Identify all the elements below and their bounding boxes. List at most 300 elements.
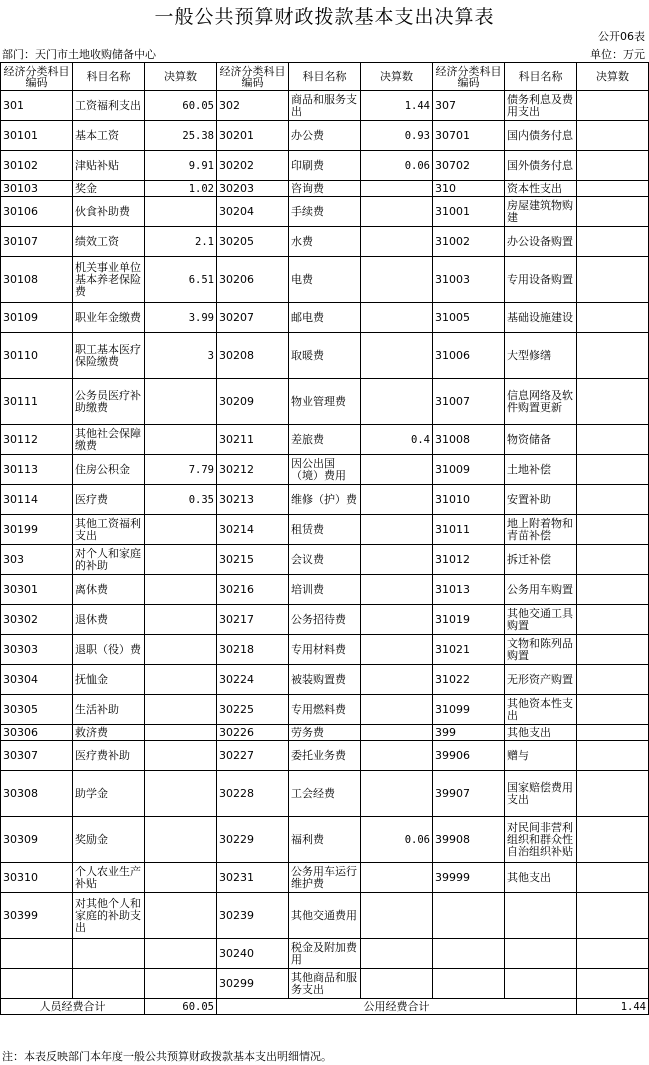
unit-label: 单位：万元 (590, 48, 645, 61)
name-cell: 其他社会保障缴费 (73, 425, 145, 455)
column-header: 科目名称 (73, 63, 145, 91)
amount-cell (145, 575, 217, 605)
name-cell: 公务用车购置 (505, 575, 577, 605)
public-total-label: 公用经费合计 (217, 999, 577, 1015)
code-cell: 30701 (433, 121, 505, 151)
amount-cell (577, 515, 649, 545)
name-cell: 债务利息及费用支出 (505, 91, 577, 121)
code-cell: 30702 (433, 151, 505, 181)
name-cell: 办公费 (289, 121, 361, 151)
amount-cell: 3 (145, 333, 217, 379)
code-cell: 30204 (217, 197, 289, 227)
amount-cell: 0.06 (361, 817, 433, 863)
name-cell: 专用材料费 (289, 635, 361, 665)
name-cell: 其他交通费用 (289, 893, 361, 939)
name-cell: 租赁费 (289, 515, 361, 545)
amount-cell (145, 771, 217, 817)
amount-cell (577, 605, 649, 635)
code-cell: 31010 (433, 485, 505, 515)
column-header: 决算数 (361, 63, 433, 91)
column-header: 科目名称 (289, 63, 361, 91)
code-cell: 30108 (1, 257, 73, 303)
name-cell: 商品和服务支出 (289, 91, 361, 121)
name-cell: 拆迁补偿 (505, 545, 577, 575)
amount-cell (361, 515, 433, 545)
table-row (1, 695, 649, 725)
code-cell: 30206 (217, 257, 289, 303)
table-body (1, 63, 649, 1015)
amount-cell: 0.06 (361, 151, 433, 181)
code-cell: 30205 (217, 227, 289, 257)
name-cell: 医疗费补助 (73, 741, 145, 771)
code-cell (1, 939, 73, 969)
name-cell: 文物和陈列品购置 (505, 635, 577, 665)
name-cell: 国外债务付息 (505, 151, 577, 181)
amount-cell (577, 665, 649, 695)
name-cell: 奖金 (73, 181, 145, 197)
code-cell: 39999 (433, 863, 505, 893)
amount-cell (145, 635, 217, 665)
expenditure-table (0, 62, 649, 1015)
amount-cell (361, 303, 433, 333)
code-cell: 30228 (217, 771, 289, 817)
name-cell: 救济费 (73, 725, 145, 741)
name-cell: 公务用车运行维护费 (289, 863, 361, 893)
amount-cell (577, 455, 649, 485)
amount-cell (577, 635, 649, 665)
code-cell: 31009 (433, 455, 505, 485)
name-cell: 国家赔偿费用支出 (505, 771, 577, 817)
table-row (1, 771, 649, 817)
amount-cell (145, 515, 217, 545)
code-cell: 31006 (433, 333, 505, 379)
amount-cell (577, 725, 649, 741)
amount-cell (361, 939, 433, 969)
code-cell: 301 (1, 91, 73, 121)
column-header: 决算数 (577, 63, 649, 91)
amount-cell (361, 545, 433, 575)
code-cell: 30299 (217, 969, 289, 999)
table-row (1, 545, 649, 575)
code-cell: 31007 (433, 379, 505, 425)
column-header: 科目名称 (505, 63, 577, 91)
code-cell: 31022 (433, 665, 505, 695)
code-cell: 39906 (433, 741, 505, 771)
code-cell: 30399 (1, 893, 73, 939)
amount-cell: 1.44 (361, 91, 433, 121)
name-cell: 邮电费 (289, 303, 361, 333)
code-cell: 31001 (433, 197, 505, 227)
table-row (1, 257, 649, 303)
name-cell: 个人农业生产补贴 (73, 863, 145, 893)
code-cell: 30227 (217, 741, 289, 771)
code-cell: 31012 (433, 545, 505, 575)
amount-cell (145, 725, 217, 741)
amount-cell (145, 741, 217, 771)
code-cell: 30231 (217, 863, 289, 893)
name-cell: 公务招待费 (289, 605, 361, 635)
name-cell: 公务员医疗补助缴费 (73, 379, 145, 425)
amount-cell (577, 939, 649, 969)
column-header: 经济分类科目编码 (217, 63, 289, 91)
code-cell: 30109 (1, 303, 73, 333)
amount-cell (577, 257, 649, 303)
table-row (1, 605, 649, 635)
code-cell: 31021 (433, 635, 505, 665)
code-cell: 399 (433, 725, 505, 741)
name-cell: 电费 (289, 257, 361, 303)
page-title: 一般公共预算财政拨款基本支出决算表 (154, 6, 495, 28)
department-label: 部门：天门市土地收购储备中心 (2, 48, 156, 61)
table-row (1, 863, 649, 893)
table-row (1, 379, 649, 425)
amount-cell (361, 969, 433, 999)
amount-cell (145, 605, 217, 635)
amount-cell: 1.02 (145, 181, 217, 197)
code-cell: 30102 (1, 151, 73, 181)
amount-cell (361, 695, 433, 725)
amount-cell (145, 939, 217, 969)
code-cell: 31011 (433, 515, 505, 545)
amount-cell (361, 227, 433, 257)
code-cell: 31002 (433, 227, 505, 257)
name-cell: 取暖费 (289, 333, 361, 379)
name-cell: 水费 (289, 227, 361, 257)
amount-cell (361, 635, 433, 665)
code-cell: 30226 (217, 725, 289, 741)
footnote: 注：本表反映部门本年度一般公共预算财政拨款基本支出明细情况。 (2, 1050, 332, 1063)
amount-cell (145, 863, 217, 893)
amount-cell (145, 665, 217, 695)
table-row (1, 893, 649, 939)
code-cell: 30103 (1, 181, 73, 197)
amount-cell (577, 575, 649, 605)
amount-cell (577, 303, 649, 333)
code-cell: 31099 (433, 695, 505, 725)
code-cell (433, 939, 505, 969)
amount-cell: 0.35 (145, 485, 217, 515)
amount-cell (577, 379, 649, 425)
name-cell: 机关事业单位基本养老保险费 (73, 257, 145, 303)
code-cell: 31019 (433, 605, 505, 635)
name-cell: 基础设施建设 (505, 303, 577, 333)
amount-cell (361, 575, 433, 605)
amount-cell: 6.51 (145, 257, 217, 303)
name-cell: 物业管理费 (289, 379, 361, 425)
header-row (1, 63, 649, 91)
name-cell: 其他交通工具购置 (505, 605, 577, 635)
column-header: 经济分类科目编码 (1, 63, 73, 91)
amount-cell (577, 91, 649, 121)
amount-cell (145, 817, 217, 863)
code-cell: 30107 (1, 227, 73, 257)
table-row (1, 515, 649, 545)
name-cell: 对个人和家庭的补助 (73, 545, 145, 575)
table-row (1, 575, 649, 605)
table-row (1, 227, 649, 257)
amount-cell (145, 893, 217, 939)
code-cell: 302 (217, 91, 289, 121)
code-cell: 30305 (1, 695, 73, 725)
name-cell: 地上附着物和青苗补偿 (505, 515, 577, 545)
totals-row (1, 999, 649, 1015)
table-row (1, 635, 649, 665)
amount-cell (145, 969, 217, 999)
name-cell: 国内债务付息 (505, 121, 577, 151)
amount-cell (577, 741, 649, 771)
amount-cell (145, 545, 217, 575)
table-row (1, 303, 649, 333)
code-cell: 30224 (217, 665, 289, 695)
amount-cell (361, 379, 433, 425)
code-cell: 31003 (433, 257, 505, 303)
code-cell: 30106 (1, 197, 73, 227)
amount-cell (361, 455, 433, 485)
code-cell: 30208 (217, 333, 289, 379)
name-cell: 印刷费 (289, 151, 361, 181)
name-cell: 退休费 (73, 605, 145, 635)
name-cell: 办公设备购置 (505, 227, 577, 257)
code-cell: 30213 (217, 485, 289, 515)
amount-cell (577, 333, 649, 379)
amount-cell (361, 333, 433, 379)
code-cell: 39907 (433, 771, 505, 817)
name-cell: 劳务费 (289, 725, 361, 741)
amount-cell (361, 725, 433, 741)
amount-cell (577, 771, 649, 817)
code-cell: 30301 (1, 575, 73, 605)
code-cell: 39908 (433, 817, 505, 863)
table-row (1, 151, 649, 181)
name-cell: 工会经费 (289, 771, 361, 817)
code-cell (433, 969, 505, 999)
name-cell: 医疗费 (73, 485, 145, 515)
amount-cell (577, 181, 649, 197)
code-cell: 31013 (433, 575, 505, 605)
amount-cell (361, 181, 433, 197)
amount-cell (577, 817, 649, 863)
name-cell: 对其他个人和家庭的补助支出 (73, 893, 145, 939)
amount-cell (361, 257, 433, 303)
name-cell: 职工基本医疗保险缴费 (73, 333, 145, 379)
amount-cell (145, 425, 217, 455)
amount-cell: 0.4 (361, 425, 433, 455)
table-row (1, 969, 649, 999)
amount-cell (577, 227, 649, 257)
code-cell (1, 969, 73, 999)
code-cell: 30212 (217, 455, 289, 485)
amount-cell: 60.05 (145, 91, 217, 121)
name-cell: 抚恤金 (73, 665, 145, 695)
amount-cell: 3.99 (145, 303, 217, 333)
code-cell: 310 (433, 181, 505, 197)
code-cell: 30214 (217, 515, 289, 545)
table-row (1, 425, 649, 455)
code-cell: 30207 (217, 303, 289, 333)
code-cell: 30110 (1, 333, 73, 379)
code-cell: 30211 (217, 425, 289, 455)
table-row (1, 333, 649, 379)
amount-cell (361, 485, 433, 515)
code-cell: 30218 (217, 635, 289, 665)
name-cell: 对民间非营利组织和群众性自治组织补贴 (505, 817, 577, 863)
name-cell (505, 969, 577, 999)
code-cell: 30216 (217, 575, 289, 605)
table-row (1, 665, 649, 695)
column-header: 经济分类科目编码 (433, 63, 505, 91)
name-cell: 奖励金 (73, 817, 145, 863)
name-cell: 助学金 (73, 771, 145, 817)
name-cell: 其他工资福利支出 (73, 515, 145, 545)
code-cell: 30114 (1, 485, 73, 515)
amount-cell (145, 695, 217, 725)
code-cell: 30306 (1, 725, 73, 741)
code-cell: 30240 (217, 939, 289, 969)
amount-cell (577, 695, 649, 725)
table-row (1, 181, 649, 197)
table-row (1, 939, 649, 969)
name-cell: 退职（役）费 (73, 635, 145, 665)
name-cell: 专用燃料费 (289, 695, 361, 725)
name-cell: 被装购置费 (289, 665, 361, 695)
code-cell: 30209 (217, 379, 289, 425)
name-cell: 基本工资 (73, 121, 145, 151)
amount-cell (577, 485, 649, 515)
table-row (1, 817, 649, 863)
table-row (1, 455, 649, 485)
amount-cell (577, 425, 649, 455)
amount-cell: 7.79 (145, 455, 217, 485)
name-cell: 房屋建筑物购建 (505, 197, 577, 227)
name-cell: 职业年金缴费 (73, 303, 145, 333)
name-cell: 差旅费 (289, 425, 361, 455)
code-cell (433, 893, 505, 939)
name-cell: 会议费 (289, 545, 361, 575)
code-cell: 30111 (1, 379, 73, 425)
code-cell: 30307 (1, 741, 73, 771)
name-cell: 土地补偿 (505, 455, 577, 485)
table-row (1, 485, 649, 515)
name-cell: 无形资产购置 (505, 665, 577, 695)
name-cell: 工资福利支出 (73, 91, 145, 121)
amount-cell (361, 665, 433, 695)
amount-cell: 0.93 (361, 121, 433, 151)
amount-cell: 25.38 (145, 121, 217, 151)
name-cell: 绩效工资 (73, 227, 145, 257)
amount-cell (577, 121, 649, 151)
name-cell (505, 939, 577, 969)
name-cell: 维修（护）费 (289, 485, 361, 515)
amount-cell: 9.91 (145, 151, 217, 181)
name-cell (73, 969, 145, 999)
code-cell: 30304 (1, 665, 73, 695)
name-cell: 咨询费 (289, 181, 361, 197)
code-cell: 30303 (1, 635, 73, 665)
code-cell: 30309 (1, 817, 73, 863)
name-cell: 生活补助 (73, 695, 145, 725)
name-cell: 安置补助 (505, 485, 577, 515)
code-cell: 30239 (217, 893, 289, 939)
name-cell: 其他支出 (505, 863, 577, 893)
code-cell: 30201 (217, 121, 289, 151)
name-cell: 其他商品和服务支出 (289, 969, 361, 999)
table-row (1, 741, 649, 771)
name-cell: 信息网络及软件购置更新 (505, 379, 577, 425)
name-cell: 手续费 (289, 197, 361, 227)
code-cell: 30199 (1, 515, 73, 545)
table-row (1, 91, 649, 121)
amount-cell (361, 197, 433, 227)
amount-cell (577, 545, 649, 575)
name-cell: 委托业务费 (289, 741, 361, 771)
name-cell: 赠与 (505, 741, 577, 771)
code-cell: 30225 (217, 695, 289, 725)
code-cell: 30101 (1, 121, 73, 151)
code-cell: 30113 (1, 455, 73, 485)
code-cell: 303 (1, 545, 73, 575)
amount-cell (577, 197, 649, 227)
amount-cell (361, 605, 433, 635)
name-cell: 住房公积金 (73, 455, 145, 485)
amount-cell (361, 893, 433, 939)
code-cell: 30203 (217, 181, 289, 197)
code-cell: 30310 (1, 863, 73, 893)
personnel-total-label: 人员经费合计 (1, 999, 145, 1015)
amount-cell (145, 197, 217, 227)
name-cell: 因公出国（境）费用 (289, 455, 361, 485)
amount-cell: 2.1 (145, 227, 217, 257)
amount-cell (145, 379, 217, 425)
name-cell: 专用设备购置 (505, 257, 577, 303)
name-cell (73, 939, 145, 969)
name-cell: 税金及附加费用 (289, 939, 361, 969)
code-cell: 30215 (217, 545, 289, 575)
amount-cell (577, 969, 649, 999)
code-cell: 30202 (217, 151, 289, 181)
name-cell: 离休费 (73, 575, 145, 605)
name-cell: 资本性支出 (505, 181, 577, 197)
amount-cell (361, 741, 433, 771)
amount-cell (577, 151, 649, 181)
table-row (1, 197, 649, 227)
code-cell: 30308 (1, 771, 73, 817)
name-cell: 其他资本性支出 (505, 695, 577, 725)
name-cell: 津贴补贴 (73, 151, 145, 181)
table-code: 公开06表 (598, 30, 645, 43)
name-cell (505, 893, 577, 939)
code-cell: 30112 (1, 425, 73, 455)
table-row (1, 725, 649, 741)
name-cell: 其他支出 (505, 725, 577, 741)
amount-cell (361, 863, 433, 893)
name-cell: 大型修缮 (505, 333, 577, 379)
amount-cell (361, 771, 433, 817)
amount-cell (577, 863, 649, 893)
name-cell: 培训费 (289, 575, 361, 605)
code-cell: 30302 (1, 605, 73, 635)
code-cell: 31008 (433, 425, 505, 455)
code-cell: 307 (433, 91, 505, 121)
public-total-value: 1.44 (577, 999, 649, 1015)
code-cell: 30229 (217, 817, 289, 863)
name-cell: 伙食补助费 (73, 197, 145, 227)
name-cell: 物资储备 (505, 425, 577, 455)
amount-cell (577, 893, 649, 939)
code-cell: 31005 (433, 303, 505, 333)
code-cell: 30217 (217, 605, 289, 635)
name-cell: 福利费 (289, 817, 361, 863)
column-header: 决算数 (145, 63, 217, 91)
